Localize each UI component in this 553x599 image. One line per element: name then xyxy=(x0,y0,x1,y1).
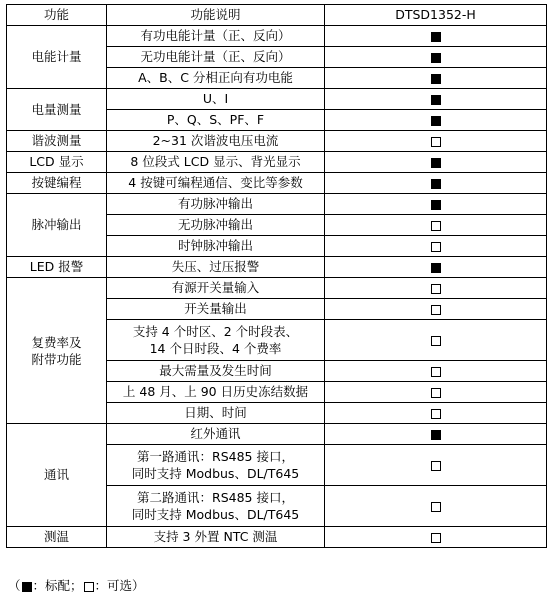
header-model: DTSD1352-H xyxy=(325,5,547,26)
optional-empty-square-icon xyxy=(431,305,441,315)
status-cell xyxy=(325,131,547,152)
status-cell xyxy=(325,299,547,320)
function-name-line: 复费率及 xyxy=(31,334,82,350)
description-line: 开关量输出 xyxy=(184,301,247,316)
description-line: 第二路通讯：RS485 接口， xyxy=(137,490,294,505)
status-cell xyxy=(325,403,547,424)
description-cell xyxy=(107,26,325,47)
description-cell xyxy=(107,278,325,299)
standard-filled-square-icon xyxy=(431,430,441,440)
standard-filled-square-icon xyxy=(431,116,441,126)
table-row xyxy=(7,152,547,173)
legend-optional-label: ：可选） xyxy=(94,578,145,593)
description-cell xyxy=(107,236,325,257)
description-line: 第一路通讯：RS485 接口， xyxy=(137,449,294,464)
status-cell xyxy=(325,26,547,47)
standard-filled-square-icon xyxy=(431,200,441,210)
optional-empty-square-icon xyxy=(431,533,441,543)
standard-filled-square-icon xyxy=(431,74,441,84)
description-line: 日期、时间 xyxy=(184,405,247,420)
header-function: 功能 xyxy=(7,5,107,26)
table-row xyxy=(7,173,547,194)
function-table xyxy=(6,4,547,548)
description-cell xyxy=(107,257,325,278)
standard-filled-square-icon xyxy=(431,95,441,105)
optional-empty-square-icon xyxy=(431,221,441,231)
status-cell xyxy=(325,445,547,486)
function-cell: 通讯 xyxy=(7,424,107,527)
description-cell xyxy=(107,47,325,68)
description-line: 4 按键可编程通信、变比等参数 xyxy=(128,175,303,190)
status-cell xyxy=(325,194,547,215)
description-cell xyxy=(107,527,325,548)
description-cell xyxy=(107,215,325,236)
legend-standard-label: ：标配； xyxy=(32,578,83,593)
description-line: 有源开关量输入 xyxy=(171,280,260,295)
description-line: P、Q、S、PF、F xyxy=(166,112,265,127)
description-line: 支持 4 个时区、2 个时段表、 xyxy=(132,324,299,339)
status-cell xyxy=(325,47,547,68)
description-line: 8 位段式 LCD 显示、背光显示 xyxy=(130,154,301,169)
function-cell: LCD 显示 xyxy=(7,152,107,173)
optional-empty-square-icon xyxy=(84,582,94,592)
status-cell xyxy=(325,110,547,131)
description-line: 有功电能计量（正、反向） xyxy=(140,28,291,43)
description-line: 无功脉冲输出 xyxy=(177,217,253,232)
function-cell: 按键编程 xyxy=(7,173,107,194)
description-cell xyxy=(107,68,325,89)
description-cell xyxy=(107,131,325,152)
status-cell xyxy=(325,89,547,110)
function-cell xyxy=(7,278,107,424)
function-cell: 电量测量 xyxy=(7,89,107,131)
description-cell xyxy=(107,152,325,173)
description-line: 无功电能计量（正、反向） xyxy=(140,49,291,64)
table-row xyxy=(7,26,547,47)
description-line: 红外通讯 xyxy=(190,426,241,441)
status-cell xyxy=(325,382,547,403)
optional-empty-square-icon xyxy=(431,388,441,398)
standard-filled-square-icon xyxy=(431,32,441,42)
function-cell: LED 报警 xyxy=(7,257,107,278)
description-line: A、B、C 分相正向有功电能 xyxy=(138,70,293,85)
status-cell xyxy=(325,215,547,236)
description-line: U、I xyxy=(202,91,229,106)
description-cell xyxy=(107,173,325,194)
status-cell xyxy=(325,361,547,382)
description-line: 14 个日时段、4 个费率 xyxy=(149,341,282,356)
function-name-line: 附带功能 xyxy=(31,351,82,367)
function-cell: 电能计量 xyxy=(7,26,107,89)
description-cell xyxy=(107,299,325,320)
status-cell xyxy=(325,278,547,299)
standard-filled-square-icon xyxy=(431,263,441,273)
optional-empty-square-icon xyxy=(431,284,441,294)
status-cell xyxy=(325,527,547,548)
description-cell xyxy=(107,382,325,403)
status-cell xyxy=(325,257,547,278)
description-line: 失压、过压报警 xyxy=(171,259,260,274)
description-line: 支持 3 外置 NTC 测温 xyxy=(153,529,278,544)
status-cell xyxy=(325,152,547,173)
description-cell xyxy=(107,89,325,110)
status-cell xyxy=(325,236,547,257)
standard-filled-square-icon xyxy=(431,158,441,168)
description-cell xyxy=(107,361,325,382)
standard-filled-square-icon xyxy=(431,53,441,63)
description-line: 有功脉冲输出 xyxy=(177,196,253,211)
table-row xyxy=(7,194,547,215)
standard-filled-square-icon xyxy=(431,179,441,189)
description-cell xyxy=(107,403,325,424)
optional-empty-square-icon xyxy=(431,137,441,147)
legend xyxy=(8,576,145,594)
function-cell: 测温 xyxy=(7,527,107,548)
status-cell xyxy=(325,320,547,361)
description-cell xyxy=(107,486,325,527)
status-cell xyxy=(325,68,547,89)
table-row xyxy=(7,89,547,110)
table-row xyxy=(7,257,547,278)
optional-empty-square-icon xyxy=(431,336,441,346)
table-row xyxy=(7,131,547,152)
table-row xyxy=(7,424,547,445)
optional-empty-square-icon xyxy=(431,242,441,252)
function-cell: 谐波测量 xyxy=(7,131,107,152)
optional-empty-square-icon xyxy=(431,409,441,419)
description-cell xyxy=(107,194,325,215)
table-row xyxy=(7,278,547,299)
description-line: 同时支持 Modbus、DL/T645 xyxy=(131,507,300,522)
status-cell xyxy=(325,173,547,194)
optional-empty-square-icon xyxy=(431,367,441,377)
optional-empty-square-icon xyxy=(431,502,441,512)
optional-empty-square-icon xyxy=(431,461,441,471)
header-description: 功能说明 xyxy=(107,5,325,26)
status-cell xyxy=(325,486,547,527)
description-line: 上 48 月、上 90 日历史冻结数据 xyxy=(122,384,309,399)
standard-filled-square-icon xyxy=(22,582,32,592)
description-cell xyxy=(107,424,325,445)
table-row xyxy=(7,527,547,548)
legend-open: （ xyxy=(8,578,21,593)
description-cell xyxy=(107,110,325,131)
description-cell xyxy=(107,445,325,486)
description-line: 时钟脉冲输出 xyxy=(177,238,253,253)
table-body xyxy=(7,26,547,548)
description-line: 最大需量及发生时间 xyxy=(159,363,272,378)
description-cell xyxy=(107,320,325,361)
description-line: 2~31 次谐波电压电流 xyxy=(152,133,279,148)
function-cell: 脉冲输出 xyxy=(7,194,107,257)
status-cell xyxy=(325,424,547,445)
description-line: 同时支持 Modbus、DL/T645 xyxy=(131,466,300,481)
